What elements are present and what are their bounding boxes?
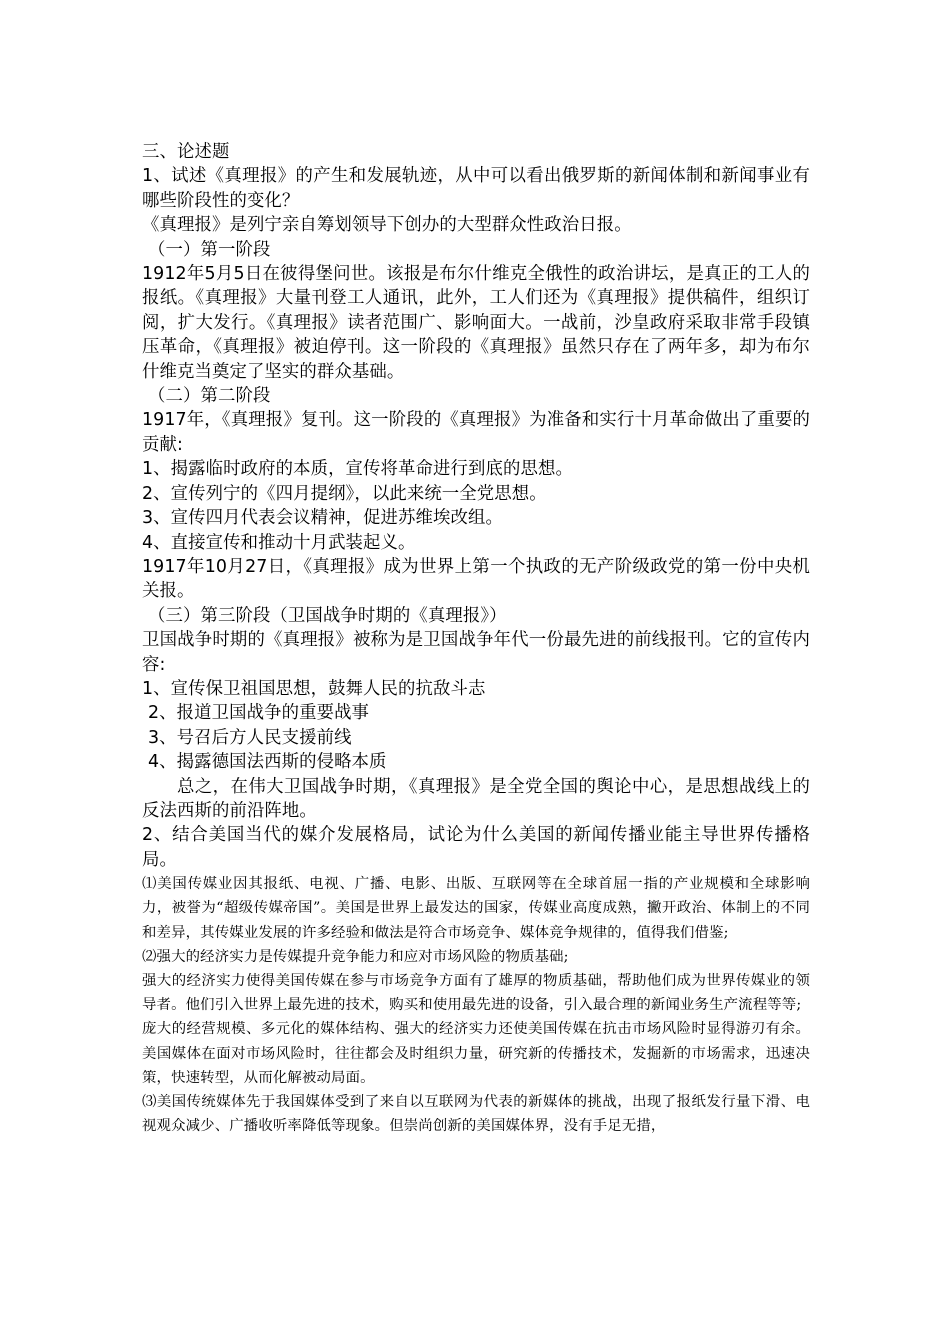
stage-2-item: 4、直接宣传和推动十月武装起义。 — [142, 532, 416, 553]
stage-2-item: 2、宣传列宁的《四月提纲》，以此来统一全党思想。 — [142, 483, 547, 504]
question-1: 1、试述《真理报》的产生和发展轨迹，从中可以看出俄罗斯的新闻体制和新闻事业有哪些阶段性的变化？ — [142, 166, 810, 211]
stage-3-item: 1、宣传保卫祖国思想，鼓舞人民的抗敌斗志 — [142, 678, 486, 699]
document-body — [142, 140, 810, 1138]
section-heading: 三、论述题 — [142, 142, 230, 162]
stage-3-item: 4、揭露德国法西斯的侵略本质 — [148, 752, 387, 773]
q2-paragraph: 庞大的经营规模、多元化的媒体结构、强大的经济实力还使美国传媒在抗击市场风险时显得游刃有余。美国媒体在面对市场风险时，往往都会及时组织力量，研究新的传播技术，发掘新的市场需求，迅速决策，快速转型，从而化解被动局面。 — [142, 1021, 810, 1086]
q2-paragraph: ⑴美国传媒业因其报纸、电视、广播、电影、出版、互联网等在全球首屈一指的产业规模和全球影响力，被誉为“超级传媒帝国”。美国是世界上最发达的国家，传媒业高度成熟，撇开政治、体制上的不同和差异，其传媒业发展的许多经验和做法是符合市场竞争、媒体竞争规律的，值得我们借鉴; — [142, 876, 810, 941]
stage-2-heading: （二）第二阶段 — [148, 386, 271, 407]
stage-1-text: 1912年5月5日在彼得堡问世。该报是布尔什维克全俄性的政治讲坛，是真正的工人的报纸。《真理报》大量刊登工人通讯，此外，工人们还为《真理报》提供稿件，组织订阅，扩大发行。《真理报》读者范围广、影响面大。一战前，沙皇政府采取非常手段镇压革命，《真理报》被迫停刊。这一阶段的《真理报》虽然只存在了两年多，却为布尔什维克当奠定了坚实的群众基础。 — [142, 264, 810, 382]
stage-2-note: 1917年10月27日，《真理报》成为世界上第一个执政的无产阶级政党的第一份中央机关报。 — [142, 556, 810, 602]
question-2: 2、结合美国当代的媒介发展格局，试论为什么美国的新闻传播业能主导世界传播格局。 — [142, 825, 810, 870]
q2-paragraph: ⑵强大的经济实力是传媒提升竞争能力和应对市场风险的物质基础; — [142, 948, 569, 965]
stage-3-item: 2、报道卫国战争的重要战事 — [148, 703, 370, 724]
stage-3-item: 3、号召后方人民支援前线 — [148, 727, 352, 748]
q1-intro: 《真理报》是列宁亲自筹划领导下创办的大型群众性政治日报。 — [142, 215, 632, 236]
stage-2-text: 1917年，《真理报》复刊。这一阶段的《真理报》为准备和实行十月革命做出了重要的贡献: — [142, 410, 810, 455]
stage-1-heading: （一）第一阶段 — [148, 239, 271, 260]
stage-3-text: 卫国战争时期的《真理报》被称为是卫国战争年代一份最先进的前线报刊。它的宣传内容: — [142, 630, 810, 675]
stage-2-item: 3、宣传四月代表会议精神，促进苏维埃改组。 — [142, 508, 503, 529]
stage-3-heading: （三）第三阶段（卫国战争时期的《真理报》） — [148, 605, 507, 626]
q2-paragraph: ⑶美国传统媒体先于我国媒体受到了来自以互联网为代表的新媒体的挑战，出现了报纸发行量下滑、电视观众减少、广播收听率降低等现象。但崇尚创新的美国媒体界，没有手足无措， — [142, 1094, 810, 1135]
q1-conclusion: 总之，在伟大卫国战争时期，《真理报》是全党全国的舆论中心，是思想战线上的反法西斯的前沿阵地。 — [142, 776, 810, 821]
stage-2-item: 1、揭露临时政府的本质，宣传将革命进行到底的思想。 — [142, 459, 573, 480]
q2-paragraph: 强大的经济实力使得美国传媒在参与市场竞争方面有了雄厚的物质基础，帮助他们成为世界传媒业的领导者。他们引入世界上最先进的技术，购买和使用最先进的设备，引入最合理的新闻业务生产流程等等; — [142, 973, 810, 1014]
